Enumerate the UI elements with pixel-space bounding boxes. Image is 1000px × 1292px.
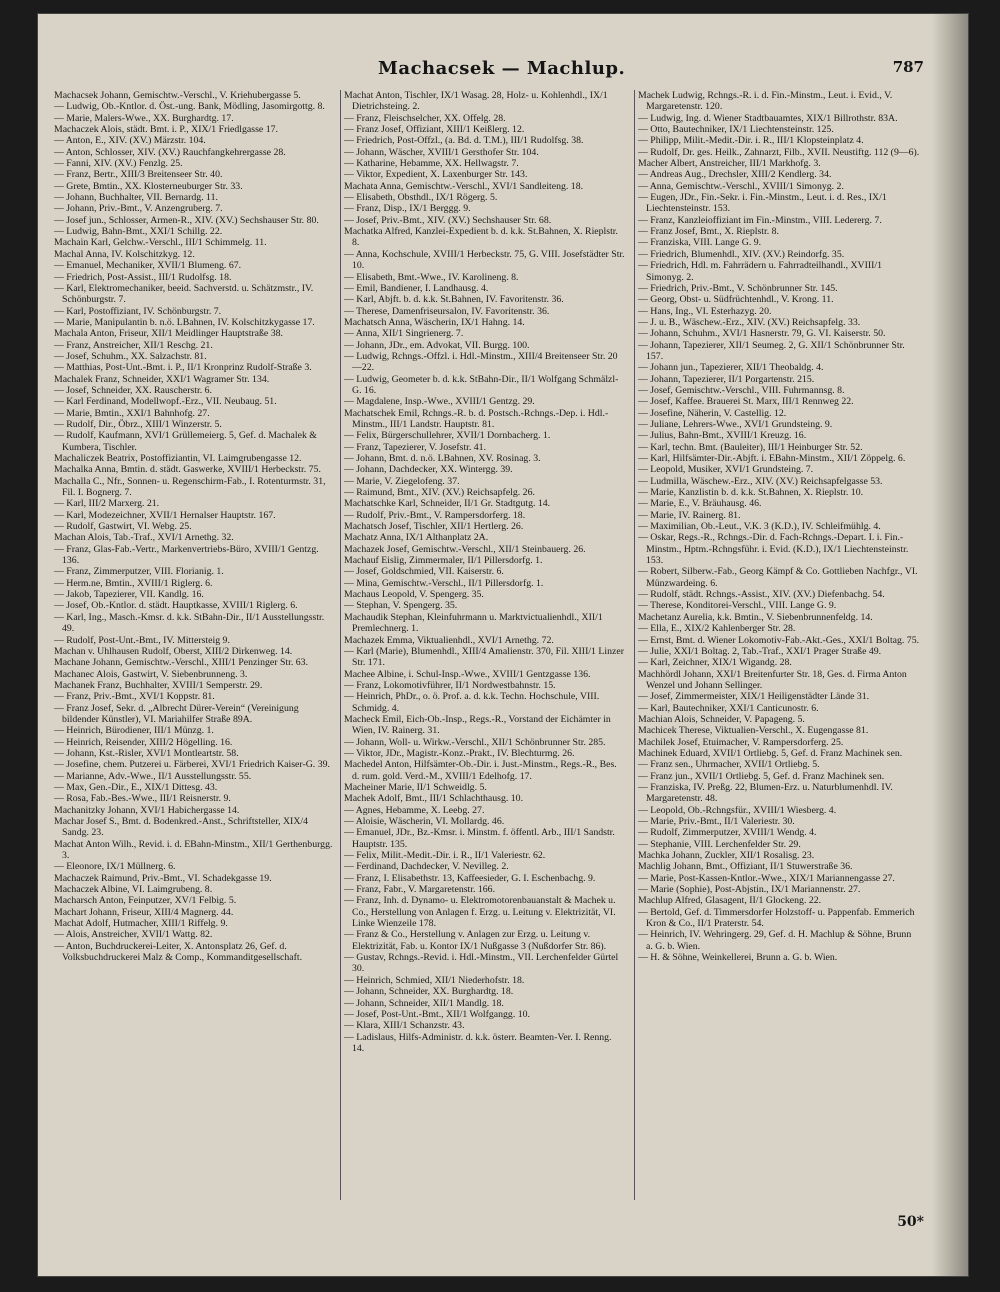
directory-entry: — Franz jun., XVII/1 Ortliebg. 5, Gef. d. Franz Machinek sen. bbox=[638, 770, 885, 782]
directory-entry: — Marie, Manipulantin b. n.ö. LBahnen, IV. Kolschitzkygasse 17. bbox=[54, 316, 315, 328]
directory-page bbox=[38, 14, 968, 1276]
directory-entry: — Grete, Bmtin., XX. Klosterneuburger Str. 33. bbox=[54, 180, 243, 192]
directory-entry: — Josef, Schuhm., XX. Salzachstr. 81. bbox=[54, 350, 207, 362]
sheet-signature: 50* bbox=[897, 1214, 924, 1230]
directory-entry: Machat Anton Wilh., Revid. i. d. EBahn-Minstm., XII/1 Gerthenburgg. 3. bbox=[54, 838, 333, 862]
directory-entry: — Marie, V. Ziegelofeng. 37. bbox=[344, 475, 460, 487]
directory-entry: — Josef, Schneider, XX. Rauscherstr. 6. bbox=[54, 384, 212, 396]
directory-entry: — Josef, Post-Unt.-Bmt., XII/1 Wolfgangg. 10. bbox=[344, 1008, 530, 1020]
directory-entry: — Andreas Aug., Drechsler, XIII/2 Kendlerg. 34. bbox=[638, 169, 832, 181]
directory-entry: — Ludwig, Geometer b. d. k.k. StBahn-Dir., II/1 Wolfgang Schmälzl-G. 16. bbox=[344, 373, 619, 396]
directory-entry: — Johann, Schneider, XII/1 Mandlg. 18. bbox=[344, 997, 504, 1009]
directory-entry: — Marie, E., V. Bräuhausg. 46. bbox=[638, 498, 762, 510]
directory-entry: — Josefine, Näherin, V. Castellig. 12. bbox=[638, 407, 787, 419]
directory-entry: Machatschke Karl, Schneider, II/1 Gr. Stadtgutg. 14. bbox=[344, 498, 551, 510]
directory-entry: — Karl, Hilfsämter-Dir.-Abjft. i. EBahn-Minstm., XII/1 Zöppelg. 6. bbox=[638, 453, 906, 464]
directory-entry: — Karl, Elektromechaniker, beeid. Sachverstd. u. Schätzmstr., IV. Schönburgstr. 7. bbox=[54, 282, 314, 306]
directory-entry: Machatka Alfred, Kanzlei-Expedient b. d. k.k. St.Bahnen, X. Rieplstr. 8. bbox=[344, 226, 618, 249]
directory-entry: Machee Albine, i. Schul-Insp.-Wwe., XVIII/1 Gentzgasse 136. bbox=[344, 668, 591, 680]
directory-entry: Machaczek Raimund, Priv.-Bmt., VI. Schadekgasse 19. bbox=[54, 872, 272, 884]
directory-entry: — Anna, Gemischtw.-Verschl., XVIII/1 Simonyg. 2. bbox=[638, 180, 844, 192]
directory-entry: — Agnes, Hebamme, X. Leebg. 27. bbox=[344, 804, 485, 816]
directory-entry: Machaudik Stephan, Kleinfuhrmann u. Marktvictualienhdl., XII/1 Premlechnerg. 1. bbox=[344, 611, 603, 635]
directory-entry: — Bertold, Gef. d. Timmersdorfer Holzstoff- u. Pappenfab. Emmerich Kron & Co., II/1 Praterstr. 54. bbox=[638, 906, 915, 930]
directory-entry: Machacsek Johann, Gemischtw.-Verschl., V. Kriehubergasse 5. bbox=[54, 90, 301, 101]
directory-entry: — Ladislaus, Hilfs-Administr. d. k.k. österr. Beamten-Ver. I. Renng. 14. bbox=[344, 1031, 612, 1054]
directory-entry: — Jakob, Tapezierer, VII. Kandlg. 16. bbox=[54, 589, 204, 601]
directory-entry: — Hans, Ing., VI. Esterhazyg. 20. bbox=[638, 305, 772, 317]
directory-entry: — Marie, Kanzlistin b. d. k.k. St.Bahnen, X. Rieplstr. 10. bbox=[638, 487, 864, 499]
directory-entry: — Josefine, chem. Putzerei u. Färberei, XVI/1 Friedrich Kaiser-G. 39. bbox=[54, 759, 330, 771]
directory-entry: — Franz, Inh. d. Dynamo- u. Elektromotorenbauanstalt & Machek u. Co., Herstellung von Anlagen f. Erzg. u. Leitung v. Elektrizität, VI. Linke Wienzeile 178. bbox=[344, 895, 616, 930]
directory-entry: — Josef, Kaffee. Brauerei St. Marx, III/1 Rennweg 22. bbox=[638, 396, 854, 408]
page-title: Machacsek — Machlup. bbox=[378, 58, 626, 79]
directory-entry: — Josef, Zimmermeister, XIX/1 Heiligenstädter Lände 31. bbox=[638, 691, 870, 703]
directory-entry: — Felix, Milit.-Medit.-Dir. i. R., II/1 Valeriestr. 62. bbox=[344, 850, 546, 862]
directory-entry: Machek Adolf, Bmt., III/1 Schlachthausg. 10. bbox=[344, 793, 524, 805]
directory-entry: — Anton, Schlosser, XIV. (XV.) Rauchfangkehrergasse 28. bbox=[54, 146, 286, 158]
directory-entry: — Marie, Malers-Wwe., XX. Burghardtg. 17. bbox=[54, 112, 234, 124]
directory-entry: Machaus Leopold, V. Spengerg. 35. bbox=[344, 589, 484, 601]
directory-entry: — Karl, Modezeichner, XVII/1 Hernalser Hauptstr. 167. bbox=[54, 509, 276, 521]
directory-entry: Machat Adolf, Hutmacher, XIII/1 Riffelg. 9. bbox=[54, 918, 228, 930]
directory-entry: — Marie, Priv.-Bmt., II/1 Valeriestr. 30. bbox=[638, 816, 795, 827]
directory-entry: — Fanni, XIV. (XV.) Fenzlg. 25. bbox=[54, 158, 183, 170]
directory-entry: Machian Alois, Schneider, V. Papageng. 5. bbox=[638, 713, 805, 725]
directory-entry: Macher Albert, Anstreicher, III/1 Markhofg. 3. bbox=[638, 158, 821, 170]
directory-entry: — Eleonore, IX/1 Müllnerg. 6. bbox=[54, 861, 176, 873]
directory-entry: Machala Anton, Friseur, XII/1 Meidlinger Hauptstraße 38. bbox=[54, 328, 283, 340]
directory-entry: — Franz, Tapezierer, V. Josefstr. 41. bbox=[344, 441, 487, 453]
directory-entry: Machalek Franz, Schneider, XXI/1 Wagramer Str. 134. bbox=[54, 373, 270, 385]
directory-entry: — Ludwig, Ing. d. Wiener Stadtbauamtes, XIX/1 Billrothstr. 83A. bbox=[638, 112, 898, 124]
directory-entry: — Emanuel, JDr., Bz.-Kmsr. i. Minstm. f. öffentl. Arb., III/1 Sandstr. Hauptstr. 135. bbox=[344, 827, 615, 850]
directory-entry: — Karl, techn. Bmt. (Bauleiter), III/1 Heinburger Str. 52. bbox=[638, 441, 863, 453]
directory-entry: — Franziska, VIII. Lange G. 9. bbox=[638, 237, 762, 249]
directory-entry: — Rudolf, Zimmerputzer, XVIII/1 Wendg. 4. bbox=[638, 827, 817, 839]
directory-entry: Macharsch Anton, Feinputzer, XV/1 Felbig. 5. bbox=[54, 895, 237, 907]
directory-entry: — Johann, Schneider, XX. Burghardtg. 18. bbox=[344, 986, 514, 998]
directory-entry: — Johann, Dachdecker, XX. Wintergg. 39. bbox=[344, 464, 513, 476]
directory-entry: — Anna, Kochschule, XVIII/1 Herbeckstr. 75, G. VIII. Josefstädter Str. 10. bbox=[344, 248, 625, 272]
directory-entry: Machatsch Josef, Tischler, XII/1 Hertlerg. 26. bbox=[344, 521, 524, 533]
directory-entry: — H. & Söhne, Weinkellerei, Brunn a. G. b. Wien. bbox=[638, 952, 838, 964]
directory-entry: Machan Alois, Tab.-Traf., XVI/1 Arnethg. 32. bbox=[54, 532, 234, 544]
directory-entry: — Johann, Kst.-Risler, XVI/1 Montleartstr. 58. bbox=[54, 747, 239, 759]
directory-entry: Machilek Josef, Etuimacher, V. Rampersdorferg. 25. bbox=[638, 736, 844, 748]
directory-entry: — Julie, XXI/1 Boltag. 2, Tab.-Traf., XXI/1 Prager Straße 49. bbox=[638, 645, 882, 657]
directory-entry: — Johann, JDr., em. Advokat, VII. Burgg. 100. bbox=[344, 339, 530, 351]
directory-entry: — Franz, Fleischselcher, XX. Offelg. 28. bbox=[344, 112, 506, 124]
directory-entry: — Friedrich, Post-Assist., III/1 Rudolfsg. 18. bbox=[54, 271, 232, 283]
directory-entry: — Rosa, Fab.-Bes.-Wwe., III/1 Reisnerstr. 9. bbox=[54, 793, 231, 805]
directory-entry: Machar Josef S., Bmt. d. Bodenkred.-Anst., Schriftsteller, XIX/4 Sandg. 23. bbox=[54, 816, 309, 839]
directory-entry: — Rudolf, Dir., Öbrz., XIII/1 Winzerstr. 5. bbox=[54, 418, 222, 430]
directory-entry: — Katharine, Hebamme, XX. Hellwagstr. 7. bbox=[344, 158, 519, 170]
directory-entry: Machalla C., Nfr., Sonnen- u. Regenschirm-Fab., I. Rotenturmstr. 31, Fil. I. Bognerg. 7. bbox=[54, 475, 326, 499]
directory-entry: — Aloisie, Wäscherin, VI. Mollardg. 46. bbox=[344, 816, 505, 827]
directory-entry: Machat Anton, Tischler, IX/1 Wasag. 28, Holz- u. Kohlenhdl., IX/1 Dietrichsteing. 2. bbox=[344, 90, 608, 113]
directory-entry: — Elisabeth, Bmt.-Wwe., IV. Karolineng. 8. bbox=[344, 271, 519, 283]
directory-entry: Machaczek Albine, VI. Laimgrubeng. 8. bbox=[54, 884, 213, 896]
directory-entry: — Franz, I. Elisabethstr. 13, Kaffeesieder, G. I. Eschenbachg. 9. bbox=[344, 872, 596, 884]
directory-entry: — Felix, Bürgerschullehrer, XVII/1 Dornbacherg. 1. bbox=[344, 430, 551, 442]
column-divider bbox=[340, 90, 341, 1200]
directory-entry: — Ernst, Bmt. d. Wiener Lokomotiv-Fab.-Akt.-Ges., XXI/1 Boltag. 75. bbox=[638, 634, 920, 646]
directory-entry: — Rudolf, städt. Rchngs.-Assist., XIV. (XV.) Diefenbachg. 54. bbox=[638, 589, 885, 601]
directory-entry: — Emanuel, Mechaniker, XVII/1 Blumeng. 67. bbox=[54, 260, 242, 272]
directory-entry: — Josef, Ob.-Kntlor. d. städt. Hauptkasse, XVIII/1 Riglerg. 6. bbox=[54, 600, 298, 612]
directory-entry: — Karl, Ing., Masch.-Kmsr. d. k.k. StBahn-Dir., II/1 Ausstellungsstr. 49. bbox=[54, 611, 325, 635]
directory-entry: — Rudolf, Kaufmann, XVI/1 Grüllemeierg. 5, Gef. d. Machalek & Kumbera, Tischler. bbox=[54, 430, 317, 453]
directory-entry: Machazek Josef, Gemischtw.-Verschl., XII/1 Steinbauerg. 26. bbox=[344, 543, 586, 555]
directory-entry: — Anna, XII/1 Singrienerg. 7. bbox=[344, 328, 464, 340]
directory-entry: Machaczek Alois, städt. Bmt. i. P., XIX/1 Friedlgasse 17. bbox=[54, 124, 278, 136]
directory-entry: Machauf Eislig, Zimmermaler, II/1 Pillersdorfg. 1. bbox=[344, 555, 543, 567]
directory-entry: — Franziska, IV. Preßg. 22, Blumen-Erz. u. Naturblumenhdl. IV. Margaretenstr. 48. bbox=[638, 781, 893, 805]
directory-entry: — Raimund, Bmt., XIV. (XV.) Reichsapfelg. 26. bbox=[344, 487, 535, 499]
directory-entry: — Friedrich, Priv.-Bmt., V. Schönbrunner Str. 145. bbox=[638, 282, 838, 294]
directory-entry: — Johann jun., Tapezierer, XII/1 Theobaldg. 4. bbox=[638, 362, 824, 374]
directory-entry: — Johann, Schuhm., XVI/1 Hasnerstr. 79, G. VI. Kaiserstr. 50. bbox=[638, 328, 886, 340]
directory-entry: — Klara, XIII/1 Schanzstr. 43. bbox=[344, 1020, 465, 1032]
directory-entry: — Franz, Kanzleioffiziant im Fin.-Minstm., VIII. Ledererg. 7. bbox=[638, 214, 882, 226]
directory-entry: — Franz, Disp., IX/1 Berggg. 9. bbox=[344, 203, 471, 215]
directory-entry: Machicek Therese, Viktualien-Verschl., X. Eugengasse 81. bbox=[638, 725, 869, 737]
directory-entry: Machazek Emma, Viktualienhdl., XVI/1 Arnethg. 72. bbox=[344, 634, 554, 646]
directory-entry: — Franz, Bertr., XIII/3 Breitenseer Str. 40. bbox=[54, 169, 223, 181]
directory-entry: — Karl, III/2 Marxerg. 21. bbox=[54, 498, 160, 510]
directory-entry: — Robert, Silberw.-Fab., Georg Kämpf & Co. Gottlieben Nachfgr., VI. Münzwardeing. 6. bbox=[638, 566, 918, 589]
directory-entry: — Anton, E., XIV. (XV.) Märzstr. 104. bbox=[54, 135, 206, 147]
directory-entry: — Friedrich, Post-Offzl., (a. Bd. d. T.M.), III/1 Rudolfsg. 38. bbox=[344, 135, 584, 147]
directory-entry: — Franz Josef, Offiziant, XIII/1 Keißlerg. 12. bbox=[344, 124, 525, 136]
directory-entry: — Marie, Post-Kassen-Kntlor.-Wwe., XIX/1 Mariannengasse 27. bbox=[638, 872, 895, 884]
directory-entry: Machain Karl, Gelchw.-Verschl., III/1 Schimmelg. 11. bbox=[54, 237, 267, 249]
directory-entry: — Johann, Woll- u. Wirkw.-Verschl., XII/1 Schönbrunner Str. 285. bbox=[344, 736, 606, 748]
directory-entry: — Friedrich, Blumenhdl., XIV. (XV.) Reindorfg. 35. bbox=[638, 248, 845, 260]
directory-entry: Machanek Franz, Buchhalter, XVIII/1 Semperstr. 29. bbox=[54, 679, 263, 691]
directory-entry: — Josef jun., Schlosser, Armen-R., XIV. (XV.) Sechshauser Str. 80. bbox=[54, 214, 319, 226]
directory-entry: — Rudolf, Post-Unt.-Bmt., IV. Mittersteig 9. bbox=[54, 634, 230, 646]
directory-entry: — Johann, Wäscher, XVIII/1 Gersthofer Str. 104. bbox=[344, 146, 539, 158]
directory-entry: — Max, Gen.-Dir., E., XIX/1 Dittesg. 43. bbox=[54, 781, 218, 793]
directory-entry: Machetanz Aurelia, k.k. Bmtin., V. Siebenbrunnenfeldg. 14. bbox=[638, 611, 873, 623]
directory-entry: — Anton, Buchdruckerei-Leiter, X. Antonsplatz 26, Gef. d. Volksbuchdruckerei Malz & Comp., Kommanditgesellschaft. bbox=[54, 940, 303, 964]
directory-entry: — Karl, Bautechniker, XXI/1 Canticunostr. 6. bbox=[638, 702, 819, 714]
page-header bbox=[38, 58, 968, 88]
directory-entry: — Mina, Gemischtw.-Verschl., II/1 Pillersdorfg. 1. bbox=[344, 577, 544, 589]
directory-entry: — Emil, Bandiener, I. Landhausg. 4. bbox=[344, 282, 489, 294]
directory-entry: — J. u. B., Wäschew.-Erz., XIV. (XV.) Reichsapfelg. 33. bbox=[638, 316, 861, 328]
directory-entry: — Johann, Priv.-Bmt., V. Anzengruberg. 7. bbox=[54, 203, 223, 215]
directory-entry: — Johann, Tapezierer, XII/1 Seumeg. 2, G. XII/1 Schönbrunner Str. 157. bbox=[638, 339, 905, 362]
directory-entry: — Franz & Co., Herstellung v. Anlagen zur Erzg. u. Leitung v. Elektrizität, Fab. u. Kontor IX/1 Nußgasse 3 (Nußdorfer Str. 86). bbox=[344, 929, 607, 952]
directory-entry: — Ludwig, Bahn-Bmt., XXI/1 Schillg. 22. bbox=[54, 226, 223, 238]
page-number: 787 bbox=[892, 58, 924, 76]
directory-entry: — Heinrich, PhDr., o. ö. Prof. a. d. k.k. Techn. Hochschule, VIII. Schmidg. 4. bbox=[344, 691, 600, 714]
directory-entry: — Gustav, Rchngs.-Revid. i. Hdl.-Minstm., VII. Lerchenfelder Gürtel 30. bbox=[344, 952, 619, 975]
directory-entry: — Leopold, Ob.-Rchngsfür., XVIII/1 Wiesberg. 4. bbox=[638, 804, 837, 816]
directory-entry: — Viktor, Expedient, X. Laxenburger Str. 143. bbox=[344, 169, 528, 181]
directory-entry: — Oskar, Regs.-R., Rchngs.-Dir. d. Fach-Rchngs.-Depart. I. i. Fin.-Minstm., Hptm.-Rchngsführ. i. Evid. (K.D.), IX/1 Liechtensteinstr. 153. bbox=[638, 532, 909, 567]
directory-entry: — Josef, Goldschmied, VII. Kaiserstr. 6. bbox=[344, 566, 504, 578]
directory-entry: — Leopold, Musiker, XVI/1 Grundsteing. 7. bbox=[638, 464, 814, 476]
directory-entry: — Marie, IV. Rainerg. 81. bbox=[638, 509, 741, 521]
directory-entry: — Karl, Postoffiziant, IV. Schönburgstr. 7. bbox=[54, 305, 222, 317]
directory-entry: — Ferdinand, Dachdecker, V. Nevilleg. 2. bbox=[344, 861, 509, 873]
column-middle bbox=[344, 90, 626, 1200]
directory-entry: — Rudolf, Dr. ges. Heilk., Zahnarzt, Filb., XVII. Neustiftg. 112 (9—6). bbox=[638, 146, 920, 158]
directory-entry: — Ludwig, Ob.-Kntlor. d. Öst.-ung. Bank, Mödling, Jasomirgottg. 8. bbox=[54, 101, 325, 113]
directory-entry: — Stephan, V. Spengerg. 35. bbox=[344, 600, 458, 612]
directory-entry: — Franz Josef, Bmt., X. Rieplstr. 8. bbox=[638, 226, 779, 238]
directory-entry: — Maximilian, Ob.-Leut., V.K. 3 (K.D.), IV. Schleifmühlg. 4. bbox=[638, 521, 881, 533]
directory-entry: — Heinrich, Bürodiener, III/1 Münzg. 1. bbox=[54, 725, 214, 737]
directory-entry: Machata Anna, Gemischtw.-Verschl., XVI/1 Sandleiteng. 18. bbox=[344, 180, 584, 192]
directory-entry: Machanitzky Johann, XVI/1 Habichergasse 14. bbox=[54, 804, 240, 816]
directory-entry: — Karl, Zeichner, XIX/1 Wigandg. 28. bbox=[638, 657, 792, 669]
directory-entry: — Ludmilla, Wäschew.-Erz., XIV. (XV.) Reichsapfelgasse 53. bbox=[638, 475, 883, 487]
directory-entry: Machane Johann, Gemischtw.-Verschl., XIII/1 Penzinger Str. 63. bbox=[54, 657, 309, 669]
directory-entry: — Josef, Gemischtw.-Verschl., VIII. Fuhrmannsg. 8. bbox=[638, 384, 845, 396]
directory-entry: — Marianne, Adv.-Wwe., II/1 Ausstellungsstr. 55. bbox=[54, 770, 252, 782]
directory-entry: — Franz sen., Uhrmacher, XVII/1 Ortliebg. 5. bbox=[638, 759, 820, 771]
directory-entry: — Karl, Abjft. b. d. k.k. St.Bahnen, IV. Favoritenstr. 36. bbox=[344, 294, 564, 306]
directory-entry: Machek Ludwig, Rchngs.-R. i. d. Fin.-Minstm., Leut. i. Evid., V. Margaretenstr. 120. bbox=[638, 90, 893, 113]
directory-entry: — Josef, Priv.-Bmt., XIV. (XV.) Sechshauser Str. 68. bbox=[344, 214, 552, 226]
directory-entry: — Franz Josef, Sekr. d. „Albrecht Dürer-Verein“ (Vereinigung bildender Künstler), VI. Mariahilfer Straße 89A. bbox=[54, 702, 299, 725]
directory-entry: Macheiner Marie, II/1 Schweidlg. 5. bbox=[344, 781, 487, 793]
directory-entry: — Marie (Sophie), Post-Abjstin., IX/1 Mariannenstr. 27. bbox=[638, 884, 861, 896]
directory-entry: — Marie, Bmtin., XXI/1 Bahnhofg. 27. bbox=[54, 407, 210, 419]
directory-entry: — Friedrich, Hdl. m. Fahrrädern u. Fahrradteilhandl., XVIII/1 Simonyg. 2. bbox=[638, 260, 883, 283]
directory-entry: Macheck Emil, Eich-Ob.-Insp., Regs.-R., Vorstand der Eichämter in Wien, IV. Rainerg. 31. bbox=[344, 713, 611, 737]
directory-entry: Machka Johann, Zuckler, XII/1 Rosalisg. 23. bbox=[638, 850, 815, 862]
directory-entry: — Alois, Anstreicher, XVII/1 Wattg. 82. bbox=[54, 929, 213, 941]
directory-entry: — Rudolf, Priv.-Bmt., V. Rampersdorferg. 18. bbox=[344, 509, 526, 521]
directory-entry: — Juliane, Lehrers-Wwe., XVI/1 Grundsteing. 9. bbox=[638, 418, 833, 430]
directory-entry: Machlig Johann, Bmt., Offiziant, II/1 Stuwerstraße 36. bbox=[638, 861, 853, 873]
directory-entry: Machatz Anna, IX/1 Althanplatz 2A. bbox=[344, 532, 489, 544]
directory-entry: Machhördl Johann, XXI/1 Breitenfurter Str. 18, Ges. d. Firma Anton Wenzel und Johann Sellinger. bbox=[638, 668, 907, 691]
directory-entry: — Viktor, JDr., Magistr.-Konz.-Prakt., IV. Blechturmg. 26. bbox=[344, 747, 575, 759]
directory-entry: Machatschek Emil, Rchngs.-R. b. d. Postsch.-Rchngs.-Dep. i. Hdl.-Minstm., III/1 Landstr. Hauptstr. 81. bbox=[344, 407, 609, 430]
directory-entry: — Otto, Bautechniker, IX/1 Liechtensteinstr. 125. bbox=[638, 124, 834, 136]
directory-entry: Machaliczek Beatrix, Postoffiziantin, VI. Laimgrubengasse 12. bbox=[54, 453, 302, 464]
directory-entry: — Philipp, Milit.-Medit.-Dir. i. R., III/1 Klopsteinplatz 4. bbox=[638, 135, 864, 147]
directory-entry: — Stephanie, VIII. Lerchenfelder Str. 29. bbox=[638, 838, 801, 850]
directory-entry: Machan v. Uhlhausen Rudolf, Oberst, XIII/2 Dirkenweg. 14. bbox=[54, 645, 293, 657]
column-divider bbox=[634, 90, 635, 1200]
directory-entry: — Matthias, Post-Unt.-Bmt. i. P., II/1 Kronprinz Rudolf-Straße 3. bbox=[54, 362, 312, 374]
column-right bbox=[638, 90, 920, 1200]
directory-entry: Machal Anna, IV. Kolschitzkyg. 12. bbox=[54, 248, 195, 260]
directory-entry: — Heinrich, Reisender, XIII/2 Högelling. 16. bbox=[54, 736, 233, 748]
directory-entry: — Johann, Tapezierer, II/1 Porgartenstr. 215. bbox=[638, 373, 815, 385]
directory-entry: — Eugen, JDr., Fin.-Sekr. i. Fin.-Minstm., Leut. i. d. Res., IX/1 Liechtensteinstr. 153. bbox=[638, 192, 887, 215]
directory-entry: — Therese, Damenfriseursalon, IV. Favoritenstr. 36. bbox=[344, 305, 550, 317]
directory-entry: — Franz, Glas-Fab.-Vertr., Markenvertriebs-Büro, XVIII/1 Gentzg. 136. bbox=[54, 543, 319, 567]
directory-entry: Machalka Anna, Bmtin. d. städt. Gaswerke, XVIII/1 Herbeckstr. 75. bbox=[54, 464, 321, 476]
directory-entry: Machatsch Anna, Wäscherin, IX/1 Hahng. 14. bbox=[344, 316, 525, 328]
directory-entry: Machanec Alois, Gastwirt, V. Siebenbrunneng. 3. bbox=[54, 668, 248, 680]
directory-entry: — Rudolf, Gastwirt, VI. Webg. 25. bbox=[54, 521, 192, 533]
directory-entry: — Franz, Fabr., V. Margaretenstr. 166. bbox=[344, 884, 496, 896]
directory-entry: — Franz, Priv.-Bmt., XVI/1 Koppstr. 81. bbox=[54, 691, 215, 703]
directory-entry: — Johann, Bmt. d. n.ö. LBahnen, XV. Rosinag. 3. bbox=[344, 453, 541, 464]
directory-entry: Machinek Eduard, XVII/1 Ortliebg. 5, Gef. d. Franz Machinek sen. bbox=[638, 747, 903, 759]
directory-entry: Machlup Alfred, Glasagent, II/1 Glockeng. 22. bbox=[638, 895, 822, 907]
directory-entry: — Ludwig, Rchngs.-Offzl. i. Hdl.-Minstm., XIII/4 Breitenseer Str. 20—22. bbox=[344, 350, 618, 374]
directory-entry: — Herm.ne, Bmtin., XVIII/1 Riglerg. 6. bbox=[54, 577, 213, 589]
directory-entry: — Magdalene, Insp.-Wwe., XVIII/1 Gentzg. 29. bbox=[344, 396, 535, 408]
directory-entry: Machart Johann, Friseur, XIII/4 Magnerg. 44. bbox=[54, 906, 234, 918]
directory-entry: — Ella, E., XIX/2 Kahlenberger Str. 28. bbox=[638, 623, 796, 635]
directory-entry: — Franz, Anstreicher, XII/1 Reschg. 21. bbox=[54, 339, 213, 351]
directory-entry: — Franz, Zimmerputzer, VIII. Florianig. 1. bbox=[54, 566, 224, 578]
directory-entry: — Franz, Lokomotivführer, II/1 Nordwestbahnstr. 15. bbox=[344, 679, 556, 691]
directory-entry: — Georg, Obst- u. Südfrüchtenhdl., V. Krong. 11. bbox=[638, 294, 834, 306]
directory-entry: — Elisabeth, Obsthdl., IX/1 Rögerg. 5. bbox=[344, 192, 498, 204]
directory-entry: — Heinrich, IV. Wehringerg. 29, Gef. d. H. Machlup & Söhne, Brunn a. G. b. Wien. bbox=[638, 929, 912, 952]
column-left bbox=[54, 90, 336, 1200]
directory-entry: — Therese, Konditorei-Verschl., VIII. Lange G. 9. bbox=[638, 600, 837, 612]
directory-entry: — Heinrich, Schmied, XII/1 Niederhofstr. 18. bbox=[344, 974, 525, 986]
directory-entry: — Karl (Marie), Blumenhdl., XIII/4 Amalienstr. 370, Fil. XIII/1 Linzer Str. 171. bbox=[344, 645, 624, 669]
directory-entry: — Johann, Buchhalter, VII. Bernardg. 11. bbox=[54, 192, 218, 204]
directory-entry: — Julius, Bahn-Bmt., XVIII/1 Kreuzg. 16. bbox=[638, 430, 807, 442]
directory-entry: Machedel Anton, Hilfsämter-Ob.-Dir. i. Just.-Minstm., Regs.-R., Bes. d. rum. gold. Verd.-M., XVIII/1 Edelhofg. 17. bbox=[344, 759, 617, 782]
directory-entry: — Karl Ferdinand, Modellwopf.-Erz., VII. Neubaug. 51. bbox=[54, 396, 277, 408]
